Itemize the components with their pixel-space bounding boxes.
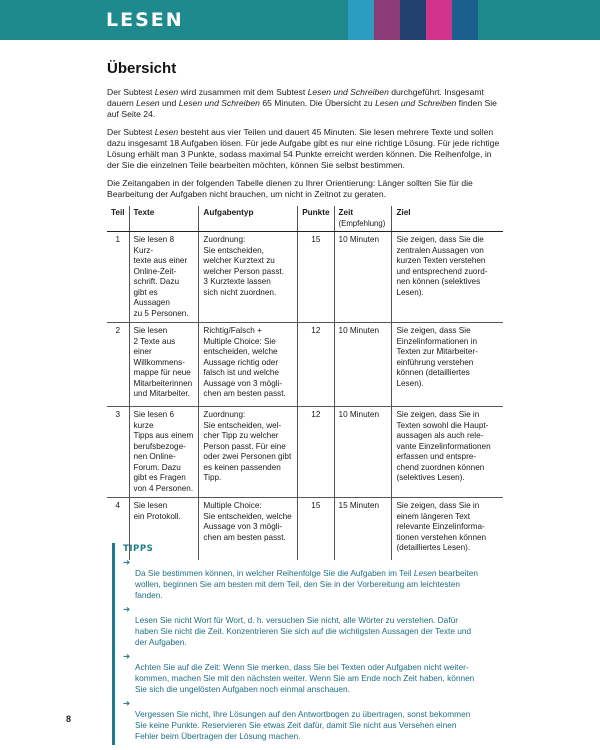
arrow-right-icon: ➔: [123, 698, 130, 708]
cell-teil: 3: [107, 407, 129, 498]
cell-punkte: 12: [298, 323, 334, 407]
col-header-aufgabentyp: Aufgabentyp: [199, 206, 298, 232]
cell-ziel: Sie zeigen, dass Sie in Texten sowohl die Haupt- aussagen als auch rele- vante Einzelinformationen erfassen und entspre- chend zuordnen können (selektives Lesen).: [392, 407, 503, 498]
arrow-right-icon: ➔: [123, 557, 130, 567]
cell-aufgabentyp: Zuordnung: Sie entscheiden, wel- cher Tipp zu welcher Person passt. Für eine oder zwei Personen gibt es keinen passenden Tipp.: [199, 407, 298, 498]
arrow-right-icon: ➔: [123, 651, 130, 661]
cell-aufgabentyp: Richtig/Falsch + Multiple Choice: Sie entscheiden, welche Aussage richtig oder falsch ist und welche Aussage von 3 mögli- chen am besten passt.: [199, 323, 298, 407]
tip-item: ➔ Achten Sie auf die Zeit: Wenn Sie merken, dass Sie bei Texten oder Aufgaben nicht weiter- kommen, machen Sie mit den nächsten weiter. Wenn Sie am Ende noch Zeit haben, können Sie sich die ungelösten Aufgaben noch einmal anschauen.: [123, 651, 475, 694]
table-row: [107, 407, 503, 498]
header-stripe-4: [426, 0, 452, 40]
cell-texte: Sie lesen 8 Kurz- texte aus einer Online-Zeit- schrift. Dazu gibt es Aussagen zu 5 Personen.: [129, 232, 199, 323]
header-stripe-1: [348, 0, 374, 40]
section-title: LESEN: [106, 9, 184, 31]
tips-title: TIPPS: [123, 544, 154, 554]
cell-teil: 4: [107, 498, 129, 560]
cell-punkte: 15: [298, 232, 334, 323]
cell-teil: 2: [107, 323, 129, 407]
cell-punkte: 12: [298, 407, 334, 498]
col-header-texte: Texte: [129, 206, 199, 232]
table-row: [107, 232, 503, 323]
col-header-zeit: Zeit (Empfehlung): [334, 206, 392, 232]
header-stripe-3: [400, 0, 426, 40]
overview-paragraph-3: Die Zeitangaben in der folgenden Tabelle dienen zu Ihrer Orientierung: Länger sollten Sie für die Bearbeitung der Aufgaben nicht brauchen, um nicht in Zeitnot zu geraten.: [107, 178, 473, 199]
tip-item: ➔ Da Sie bestimmen können, in welcher Reihenfolge Sie die Aufgaben im Teil Lesen bearbeiten wollen, beginnen Sie am besten mit dem Teil, den Sie in der Vorbereitung am leichtesten fanden.: [123, 557, 479, 600]
tip-item: ➔ Vergessen Sie nicht, Ihre Lösungen auf den Antwortbogen zu übertragen, sonst bekommen Sie keine Punkte. Reservieren Sie etwas Zeit dafür, damit Sie nicht aus Versehen einen Fehler beim Übertragen der Lösung machen.: [123, 698, 471, 741]
tips-box: [112, 543, 496, 745]
col-header-punkte: Punkte: [298, 206, 334, 232]
header-stripe-2: [374, 0, 400, 40]
cell-punkte: 15: [298, 498, 334, 560]
cell-texte: Sie lesen 6 kurze Tipps aus einem berufsbezoge- nen Online- Forum. Dazu gibt es Fragen von 4 Personen.: [129, 407, 199, 498]
page-number: 8: [66, 714, 72, 724]
tip-item: ➔ Lesen Sie nicht Wort für Wort, d. h. versuchen Sie nicht, alle Wörter zu verstehen. Dafür haben Sie nicht die Zeit. Konzentrieren Sie sich auf die wichtigsten Aussagen der Texte und der Aufgaben.: [123, 604, 472, 647]
cell-zeit: 10 Minuten: [334, 232, 392, 323]
overview-paragraph-1: Der Subtest Lesen wird zusammen mit dem Subtest Lesen und Schreiben durchgeführt. Insgesamt dauern Lesen und Lesen und Schreiben 65 Minuten. Die Übersicht zu Lesen und Schreiben finden Sie auf Seite 24.: [107, 87, 497, 119]
overview-paragraph-2: Der Subtest Lesen besteht aus vier Teilen und dauert 45 Minuten. Sie lesen mehrere Texte und sollen dazu insgesamt 18 Aufgaben lösen. Für jede Aufgabe gibt es nur eine richtige Lösung. Für jede richtige Lösung erhält man 3 Punkte, sodass maximal 54 Punkte erreicht werden können. Die Reihenfolge, in der Sie die einzelnen Teile bearbeiten möchten, können Sie selbst bestimmen.: [107, 127, 500, 170]
overview-heading: Übersicht: [107, 60, 177, 77]
header-stripe-5: [452, 0, 478, 40]
cell-zeit: 10 Minuten: [334, 407, 392, 498]
cell-texte: Sie lesen 2 Texte aus einer Willkommens- mappe für neue Mitarbeiterinnen und Mitarbeiter.: [129, 323, 199, 407]
cell-ziel: Sie zeigen, dass Sie die zentralen Aussagen von kurzen Texten verstehen und entsprechend zuord- nen können (selektives Lesen).: [392, 232, 503, 323]
table-header-row: [107, 206, 503, 232]
cell-zeit: 10 Minuten: [334, 323, 392, 407]
col-header-teil: Teil: [107, 206, 129, 232]
cell-teil: 1: [107, 232, 129, 323]
overview-table: [107, 206, 503, 560]
cell-aufgabentyp: Multiple Choice: Sie entscheiden, welche Aussage von 3 mögli- chen am besten passt.: [199, 498, 298, 560]
arrow-right-icon: ➔: [123, 604, 130, 614]
cell-ziel: Sie zeigen, dass Sie in einem längeren Text relevante Einzelinforma- tionen verstehen können (detailliertes Lesen).: [392, 498, 503, 560]
cell-texte: Sie lesen ein Protokoll.: [129, 498, 199, 560]
cell-zeit: 15 Minuten: [334, 498, 392, 560]
col-header-ziel: Ziel: [392, 206, 503, 232]
cell-aufgabentyp: Zuordnung: Sie entscheiden, welcher Kurztext zu welcher Person passt. 3 Kurztexte lassen sich nicht zuordnen.: [199, 232, 298, 323]
overview-section: [107, 60, 503, 207]
table-row: [107, 323, 503, 407]
section-header-band: [0, 0, 600, 40]
cell-ziel: Sie zeigen, dass Sie Einzelinformationen in Texten zur Mitarbeiter- einführung verstehen können (detailliertes Lesen).: [392, 323, 503, 407]
